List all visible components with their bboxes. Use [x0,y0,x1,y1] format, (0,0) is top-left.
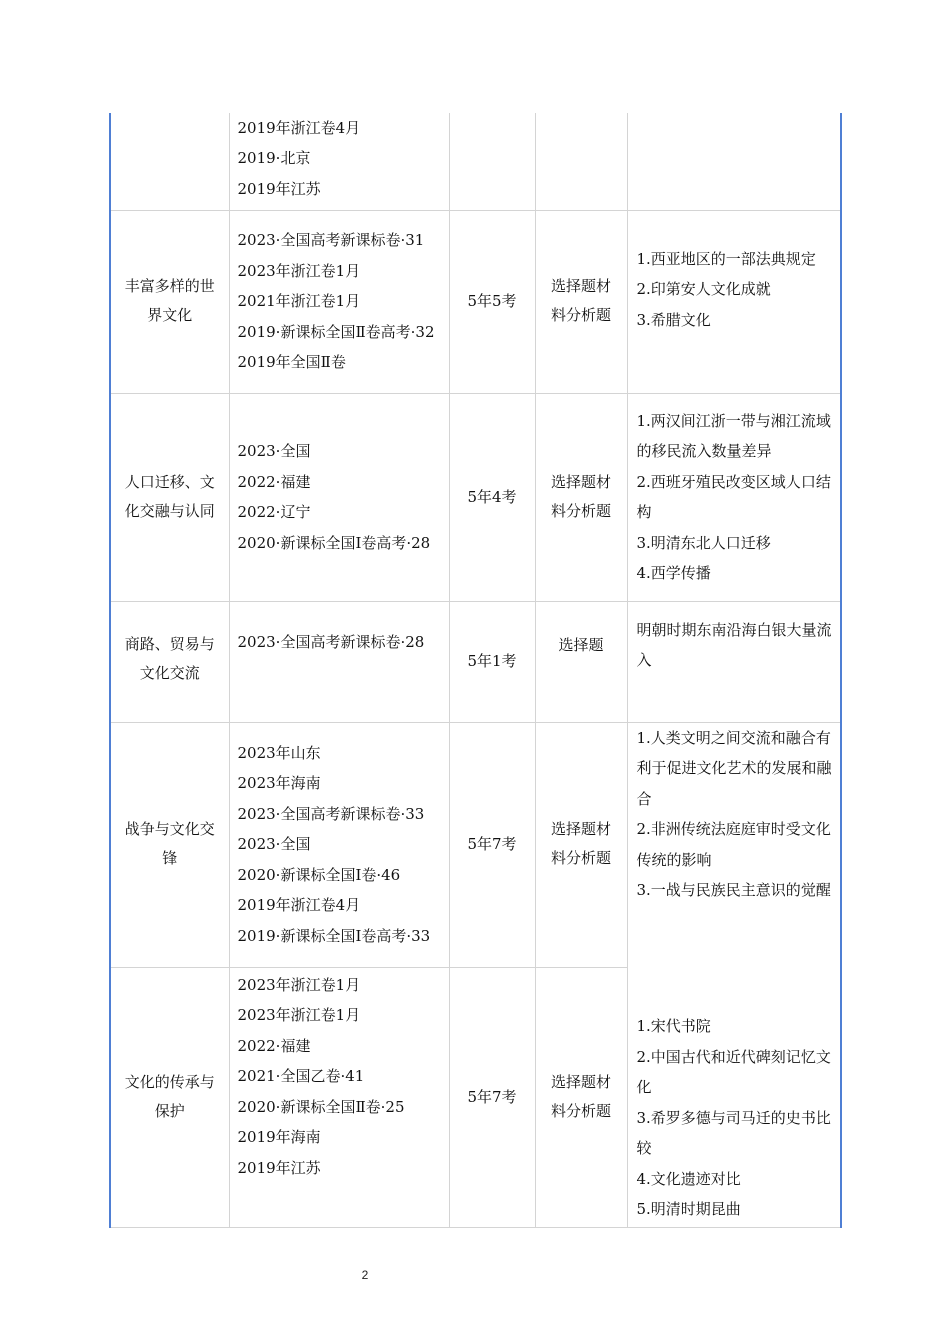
source-item: 2019年江苏 [237,179,321,198]
question-type-cell: 选择题 [535,601,627,722]
content-item: 4.西学传播 [636,564,711,582]
source-item: 2019年全国Ⅱ卷 [237,353,346,372]
source-item: 2020·新课标全国Ⅱ卷·25 [237,1097,405,1116]
content-item: 2.中国古代和近代碑刻记忆文化 [636,1047,831,1096]
table-row [110,113,841,210]
topic-cell: 文化的传承与保护 [110,967,229,1227]
source-item: 2019年江苏 [237,1158,321,1177]
frequency-cell [449,113,535,210]
source-item: 2023·全国高考新课标卷·28 [237,632,425,651]
frequency-cell: 5年7考 [449,722,535,967]
sources-cell [229,393,449,601]
content-cell [627,601,841,722]
source-item: 2021·全国乙卷·41 [237,1067,365,1085]
source-item: 2023年山东 [237,743,321,762]
content-item: 3.明清东北人口迁移 [636,533,771,552]
table-row [110,601,841,722]
source-item: 2019·北京 [237,149,311,167]
sources-cell [229,722,449,967]
topic-cell: 战争与文化交锋 [110,722,229,967]
question-type-cell: 选择题材料分析题 [535,967,627,1227]
topic-cell [110,113,229,210]
frequency-cell: 5年7考 [449,967,535,1227]
content-cell [627,722,841,967]
content-item: 明朝时期东南沿海白银大量流入 [636,620,832,669]
source-item: 2023年浙江卷1月 [237,261,361,280]
content-cell [627,210,841,393]
source-item: 2019年浙江卷4月 [237,896,361,915]
exam-analysis-table [109,113,842,1228]
question-type-cell: 选择题材料分析题 [535,722,627,967]
content-item: 3.希罗多德与司马迁的史书比较 [636,1108,831,1157]
frequency-cell: 5年1考 [449,601,535,722]
table-row [110,393,841,601]
content-cell [627,113,841,210]
source-item: 2022·辽宁 [237,503,311,521]
source-item: 2023年海南 [237,774,321,793]
source-item: 2023·全国 [237,835,311,854]
source-item: 2022·福建 [237,472,311,491]
source-item: 2020·新课标全国Ⅰ卷高考·28 [237,533,431,552]
sources-cell [229,113,449,210]
source-item: 2019·新课标全国Ⅱ卷高考·32 [237,322,435,341]
content-item: 1.宋代书院 [636,1017,711,1035]
content-cell [627,967,841,1227]
content-item: 4.文化遗迹对比 [636,1169,741,1188]
content-item: 1.两汉间江浙一带与湘江流域的移民流入数量差异 [636,411,831,460]
content-item: 2.印第安人文化成就 [636,280,771,299]
source-item: 2023·全国 [237,442,311,460]
question-type-cell [535,113,627,210]
table-row [110,967,841,1227]
content-item: 1.西亚地区的一部法典规定 [636,249,816,268]
content-item: 3.一战与民族民主意识的觉醒 [636,881,831,899]
content-cell [627,393,841,601]
content-item: 5.明清时期昆曲 [636,1200,741,1218]
sources-cell [229,601,449,722]
content-item: 3.希腊文化 [636,310,711,329]
source-item: 2023·全国高考新课标卷·33 [237,804,425,823]
source-item: 2019·新课标全国Ⅰ卷高考·33 [237,926,431,945]
source-item: 2023年浙江卷1月 [237,1006,361,1024]
table-row [110,722,841,967]
sources-cell [229,210,449,393]
frequency-cell: 5年4考 [449,393,535,601]
source-item: 2019年浙江卷4月 [237,118,361,137]
source-item: 2023年浙江卷1月 [237,975,361,994]
topic-cell: 人口迁移、文化交融与认同 [110,393,229,601]
content-item: 2.非洲传统法庭庭审时受文化传统的影响 [636,820,831,869]
topic-cell: 商路、贸易与文化交流 [110,601,229,722]
page-number: 2 [361,1268,369,1282]
source-item: 2021年浙江卷1月 [237,292,361,311]
question-type-cell: 选择题材料分析题 [535,393,627,601]
source-item: 2019年海南 [237,1128,321,1146]
source-item: 2020·新课标全国Ⅰ卷·46 [237,865,401,884]
content-item: 2.西班牙殖民改变区域人口结构 [636,472,831,521]
frequency-cell: 5年5考 [449,210,535,393]
table-row [110,210,841,393]
sources-cell [229,967,449,1227]
source-item: 2022·福建 [237,1036,311,1055]
question-type-cell: 选择题材料分析题 [535,210,627,393]
topic-cell: 丰富多样的世界文化 [110,210,229,393]
content-item: 1.人类文明之间交流和融合有利于促进文化艺术的发展和融合 [636,728,832,808]
source-item: 2023·全国高考新课标卷·31 [237,231,425,250]
